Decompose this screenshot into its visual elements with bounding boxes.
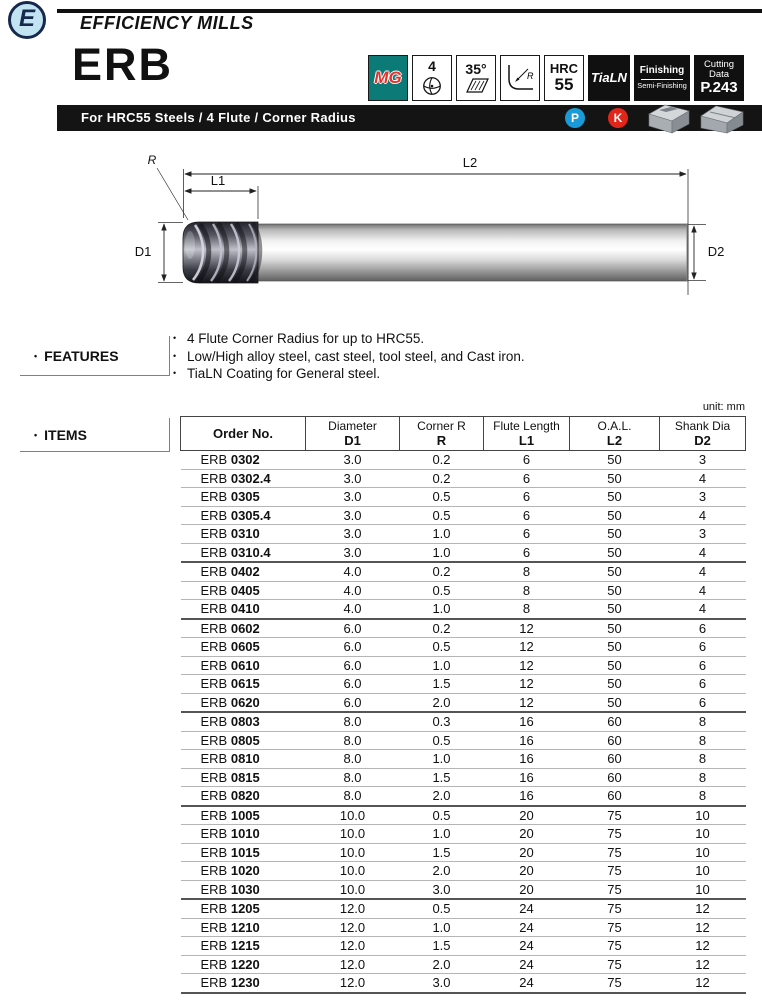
d2-cell: 6 [660, 693, 746, 712]
flute-count-value: 4 [428, 58, 436, 75]
series-letter: E [18, 5, 35, 32]
l2-cell: 50 [570, 525, 660, 544]
coating-badge [588, 55, 630, 101]
machining-shape-icon-1 [645, 101, 693, 135]
r-cell: 1.0 [400, 525, 484, 544]
table-row [181, 600, 746, 619]
table-row [181, 918, 746, 937]
l1-cell: 16 [484, 768, 570, 787]
features-section-tab [20, 336, 170, 376]
hardness-scale: HRC [549, 61, 579, 77]
dim-label-l1: L1 [210, 173, 226, 188]
items-table [180, 416, 746, 994]
l1-cell: 6 [484, 506, 570, 525]
flute-count-badge [412, 55, 452, 101]
tool-shank [256, 224, 688, 281]
material-p-badge: P [565, 108, 585, 128]
subtitle-bar [57, 105, 762, 131]
l1-cell: 16 [484, 731, 570, 750]
material-group-label: MG [374, 68, 402, 88]
finishing-line2: Semi-Finishing [637, 80, 687, 90]
d1-cell: 10.0 [306, 806, 400, 825]
items-bullet: • [34, 429, 38, 440]
order-no-cell: ERB 1020 [181, 862, 306, 881]
dim-label-l2: L2 [462, 155, 478, 170]
table-row [181, 843, 746, 862]
l1-cell: 24 [484, 937, 570, 956]
table-row [181, 693, 746, 712]
table-row [181, 768, 746, 787]
order-no-cell: ERB 1220 [181, 955, 306, 974]
r-cell: 0.5 [400, 731, 484, 750]
order-no-cell: ERB 0815 [181, 768, 306, 787]
r-cell: 1.0 [400, 825, 484, 844]
d1-cell: 3.0 [306, 488, 400, 507]
table-row [181, 880, 746, 899]
d1-cell: 12.0 [306, 918, 400, 937]
unit-note: unit: mm [702, 401, 745, 413]
l2-cell: 50 [570, 506, 660, 525]
d2-cell: 12 [660, 974, 746, 993]
d1-cell: 4.0 [306, 581, 400, 600]
l2-cell: 75 [570, 937, 660, 956]
r-cell: 0.5 [400, 638, 484, 657]
items-label: ITEMS [44, 426, 87, 443]
l1-cell: 24 [484, 955, 570, 974]
table-row [181, 974, 746, 993]
d2-cell: 8 [660, 787, 746, 806]
d2-cell: 3 [660, 525, 746, 544]
order-no-cell: ERB 0610 [181, 656, 306, 675]
l2-cell: 60 [570, 787, 660, 806]
l2-cell: 75 [570, 918, 660, 937]
r-cell: 0.3 [400, 712, 484, 731]
d2-cell: 6 [660, 638, 746, 657]
d2-cell: 4 [660, 506, 746, 525]
l2-cell: 75 [570, 974, 660, 993]
d1-cell: 8.0 [306, 787, 400, 806]
cutting-data-badge [694, 55, 744, 101]
d1-cell: 8.0 [306, 731, 400, 750]
l1-cell: 12 [484, 619, 570, 638]
l1-cell: 20 [484, 825, 570, 844]
subtitle-text: For HRC55 Steels / 4 Flute / Corner Radius [81, 110, 356, 125]
d2-cell: 3 [660, 488, 746, 507]
table-row [181, 787, 746, 806]
l1-cell: 6 [484, 451, 570, 470]
order-no-cell: ERB 1205 [181, 899, 306, 918]
l2-cell: 50 [570, 693, 660, 712]
r-cell: 1.0 [400, 656, 484, 675]
l2-cell: 75 [570, 862, 660, 881]
feature-item [173, 330, 525, 348]
l2-cell: 50 [570, 656, 660, 675]
order-no-cell: ERB 0305 [181, 488, 306, 507]
features-list [173, 330, 525, 383]
corner-radius-badge [500, 55, 540, 101]
spec-badges-row [368, 55, 744, 101]
series-letter-badge [8, 1, 46, 39]
d1-cell: 10.0 [306, 843, 400, 862]
d2-cell: 4 [660, 562, 746, 581]
table-row [181, 469, 746, 488]
order-no-cell: ERB 1015 [181, 843, 306, 862]
l1-cell: 20 [484, 843, 570, 862]
order-no-cell: ERB 1005 [181, 806, 306, 825]
table-row [181, 712, 746, 731]
r-cell: 2.0 [400, 787, 484, 806]
order-no-cell: ERB 0410 [181, 600, 306, 619]
table-row [181, 806, 746, 825]
feature-bullet: • [173, 368, 177, 378]
l1-cell: 16 [484, 750, 570, 769]
d2-cell: 6 [660, 656, 746, 675]
r-cell: 0.2 [400, 469, 484, 488]
order-no-cell: ERB 0803 [181, 712, 306, 731]
d1-cell: 3.0 [306, 506, 400, 525]
svg-text:R: R [527, 71, 534, 81]
order-no-cell: ERB 0405 [181, 581, 306, 600]
table-row [181, 543, 746, 562]
order-no-cell: ERB 1010 [181, 825, 306, 844]
l2-cell: 75 [570, 899, 660, 918]
order-no-cell: ERB 0302 [181, 451, 306, 470]
d1-cell: 10.0 [306, 880, 400, 899]
d2-cell: 8 [660, 731, 746, 750]
d2-cell: 4 [660, 581, 746, 600]
order-no-cell: ERB 0602 [181, 619, 306, 638]
d2-cell: 3 [660, 451, 746, 470]
finishing-divider [641, 79, 683, 80]
l1-cell: 20 [484, 862, 570, 881]
d2-cell: 12 [660, 937, 746, 956]
l1-cell: 16 [484, 787, 570, 806]
product-code: ERB [72, 39, 174, 90]
feature-text: TiaLN Coating for General steel. [187, 366, 381, 381]
l1-cell: 8 [484, 581, 570, 600]
feature-text: 4 Flute Corner Radius for up to HRC55. [187, 331, 425, 346]
d1-cell: 6.0 [306, 693, 400, 712]
l2-cell: 50 [570, 638, 660, 657]
col-header-corner-r: Corner R R [400, 417, 484, 451]
order-no-cell: ERB 0310 [181, 525, 306, 544]
order-no-cell: ERB 0305.4 [181, 506, 306, 525]
table-row [181, 451, 746, 470]
features-label: FEATURES [44, 347, 119, 364]
table-row [181, 638, 746, 657]
d2-cell: 10 [660, 806, 746, 825]
l2-cell: 60 [570, 750, 660, 769]
d2-cell: 12 [660, 918, 746, 937]
d1-cell: 6.0 [306, 675, 400, 694]
order-no-cell: ERB 0302.4 [181, 469, 306, 488]
l2-cell: 75 [570, 880, 660, 899]
finishing-line1: Finishing [639, 65, 685, 77]
l1-cell: 24 [484, 899, 570, 918]
order-no-cell: ERB 0820 [181, 787, 306, 806]
l2-cell: 60 [570, 712, 660, 731]
r-cell: 3.0 [400, 974, 484, 993]
table-row [181, 562, 746, 581]
d1-cell: 12.0 [306, 974, 400, 993]
r-cell: 1.5 [400, 843, 484, 862]
l1-cell: 8 [484, 600, 570, 619]
table-row [181, 825, 746, 844]
table-row [181, 581, 746, 600]
l1-cell: 6 [484, 525, 570, 544]
l2-cell: 50 [570, 619, 660, 638]
table-row [181, 525, 746, 544]
dim-label-d1: D1 [134, 244, 152, 259]
corner-radius-icon [506, 63, 534, 93]
table-row [181, 750, 746, 769]
coating-name: TiaLN [591, 70, 627, 86]
r-cell: 3.0 [400, 880, 484, 899]
d1-cell: 3.0 [306, 469, 400, 488]
hardness-badge [544, 55, 584, 101]
feature-text: Low/High alloy steel, cast steel, tool steel, and Cast iron. [187, 348, 525, 364]
l1-cell: 24 [484, 918, 570, 937]
r-cell: 2.0 [400, 862, 484, 881]
l1-cell: 12 [484, 693, 570, 712]
d1-cell: 4.0 [306, 562, 400, 581]
table-row [181, 488, 746, 507]
d1-cell: 3.0 [306, 451, 400, 470]
table-row [181, 675, 746, 694]
table-row [181, 899, 746, 918]
d2-cell: 4 [660, 543, 746, 562]
r-cell: 0.5 [400, 806, 484, 825]
l2-cell: 60 [570, 731, 660, 750]
features-bullet: • [34, 350, 38, 361]
d2-cell: 10 [660, 880, 746, 899]
table-row [181, 619, 746, 638]
order-no-cell: ERB 0615 [181, 675, 306, 694]
l2-cell: 50 [570, 562, 660, 581]
l1-cell: 20 [484, 806, 570, 825]
r-cell: 0.5 [400, 581, 484, 600]
d1-cell: 3.0 [306, 543, 400, 562]
r-cell: 0.2 [400, 619, 484, 638]
r-cell: 2.0 [400, 955, 484, 974]
d2-cell: 10 [660, 843, 746, 862]
l1-cell: 20 [484, 880, 570, 899]
order-no-cell: ERB 0810 [181, 750, 306, 769]
col-header-order: Order No. [181, 417, 306, 451]
r-cell: 1.5 [400, 937, 484, 956]
d2-cell: 10 [660, 862, 746, 881]
r-cell: 2.0 [400, 693, 484, 712]
material-group-badge [368, 55, 408, 101]
table-row [181, 731, 746, 750]
d2-cell: 12 [660, 899, 746, 918]
d1-cell: 10.0 [306, 862, 400, 881]
l2-cell: 50 [570, 451, 660, 470]
l2-cell: 50 [570, 469, 660, 488]
order-no-cell: ERB 1030 [181, 880, 306, 899]
d2-cell: 4 [660, 469, 746, 488]
l1-cell: 16 [484, 712, 570, 731]
helix-angle-icon [462, 77, 490, 94]
l1-cell: 12 [484, 638, 570, 657]
finishing-badge [634, 55, 690, 101]
d1-cell: 4.0 [306, 600, 400, 619]
l2-cell: 75 [570, 843, 660, 862]
table-header-row [181, 417, 746, 451]
r-cell: 1.0 [400, 918, 484, 937]
d1-cell: 8.0 [306, 768, 400, 787]
r-cell: 0.5 [400, 488, 484, 507]
l1-cell: 24 [484, 974, 570, 993]
feature-item [173, 365, 525, 383]
machining-shape-icon-2 [698, 101, 746, 135]
d1-cell: 6.0 [306, 638, 400, 657]
col-header-oal: O.A.L. L2 [570, 417, 660, 451]
helix-angle-value: 35° [465, 60, 487, 77]
d1-cell: 6.0 [306, 656, 400, 675]
d2-cell: 12 [660, 955, 746, 974]
order-no-cell: ERB 0620 [181, 693, 306, 712]
feature-item [173, 348, 525, 366]
table-row [181, 955, 746, 974]
items-table-body [181, 451, 746, 993]
d1-cell: 10.0 [306, 825, 400, 844]
l2-cell: 75 [570, 955, 660, 974]
r-cell: 1.0 [400, 750, 484, 769]
order-no-cell: ERB 0402 [181, 562, 306, 581]
order-no-cell: ERB 1230 [181, 974, 306, 993]
l2-cell: 50 [570, 543, 660, 562]
order-no-cell: ERB 0605 [181, 638, 306, 657]
cutting-data-line1: Cutting [703, 59, 735, 71]
feature-bullet: • [173, 333, 177, 343]
hardness-value: 55 [554, 74, 574, 94]
l2-cell: 75 [570, 825, 660, 844]
l2-cell: 50 [570, 600, 660, 619]
d2-cell: 6 [660, 675, 746, 694]
l1-cell: 8 [484, 562, 570, 581]
r-cell: 0.2 [400, 562, 484, 581]
d2-cell: 10 [660, 825, 746, 844]
l1-cell: 12 [484, 675, 570, 694]
cutting-data-page: P.243 [700, 79, 738, 97]
l2-cell: 50 [570, 675, 660, 694]
items-section-tab [20, 418, 170, 452]
d2-cell: 8 [660, 712, 746, 731]
d2-cell: 4 [660, 600, 746, 619]
d1-cell: 6.0 [306, 619, 400, 638]
r-cell: 1.5 [400, 768, 484, 787]
r-cell: 0.2 [400, 451, 484, 470]
d1-cell: 12.0 [306, 899, 400, 918]
d1-cell: 12.0 [306, 955, 400, 974]
l2-cell: 50 [570, 581, 660, 600]
tool-diagram [0, 145, 762, 340]
r-cell: 0.5 [400, 506, 484, 525]
table-row [181, 937, 746, 956]
dim-label-d2: D2 [707, 244, 725, 259]
col-header-diameter: Diameter D1 [306, 417, 400, 451]
d1-cell: 8.0 [306, 712, 400, 731]
d2-cell: 8 [660, 750, 746, 769]
series-title: EFFICIENCY MILLS [80, 13, 254, 33]
col-header-shank-dia: Shank Dia D2 [660, 417, 746, 451]
l2-cell: 75 [570, 806, 660, 825]
order-no-cell: ERB 0310.4 [181, 543, 306, 562]
l2-cell: 60 [570, 768, 660, 787]
d1-cell: 12.0 [306, 937, 400, 956]
table-row [181, 656, 746, 675]
material-k-badge: K [608, 108, 628, 128]
dim-label-r: R [147, 153, 157, 167]
flute-cross-section-icon [421, 75, 443, 97]
col-header-flute-length: Flute Length L1 [484, 417, 570, 451]
l1-cell: 6 [484, 469, 570, 488]
helix-angle-badge [456, 55, 496, 101]
order-no-cell: ERB 1210 [181, 918, 306, 937]
r-cell: 1.5 [400, 675, 484, 694]
table-row [181, 862, 746, 881]
d2-cell: 6 [660, 619, 746, 638]
order-no-cell: ERB 0805 [181, 731, 306, 750]
d2-cell: 8 [660, 768, 746, 787]
d1-cell: 3.0 [306, 525, 400, 544]
cutting-data-line2: Data [708, 69, 730, 81]
r-cell: 1.0 [400, 543, 484, 562]
l1-cell: 12 [484, 656, 570, 675]
order-no-cell: ERB 1215 [181, 937, 306, 956]
r-cell: 0.5 [400, 899, 484, 918]
l1-cell: 6 [484, 543, 570, 562]
d1-cell: 8.0 [306, 750, 400, 769]
r-cell: 1.0 [400, 600, 484, 619]
feature-bullet: • [173, 350, 177, 361]
l2-cell: 50 [570, 488, 660, 507]
table-row [181, 506, 746, 525]
l1-cell: 6 [484, 488, 570, 507]
